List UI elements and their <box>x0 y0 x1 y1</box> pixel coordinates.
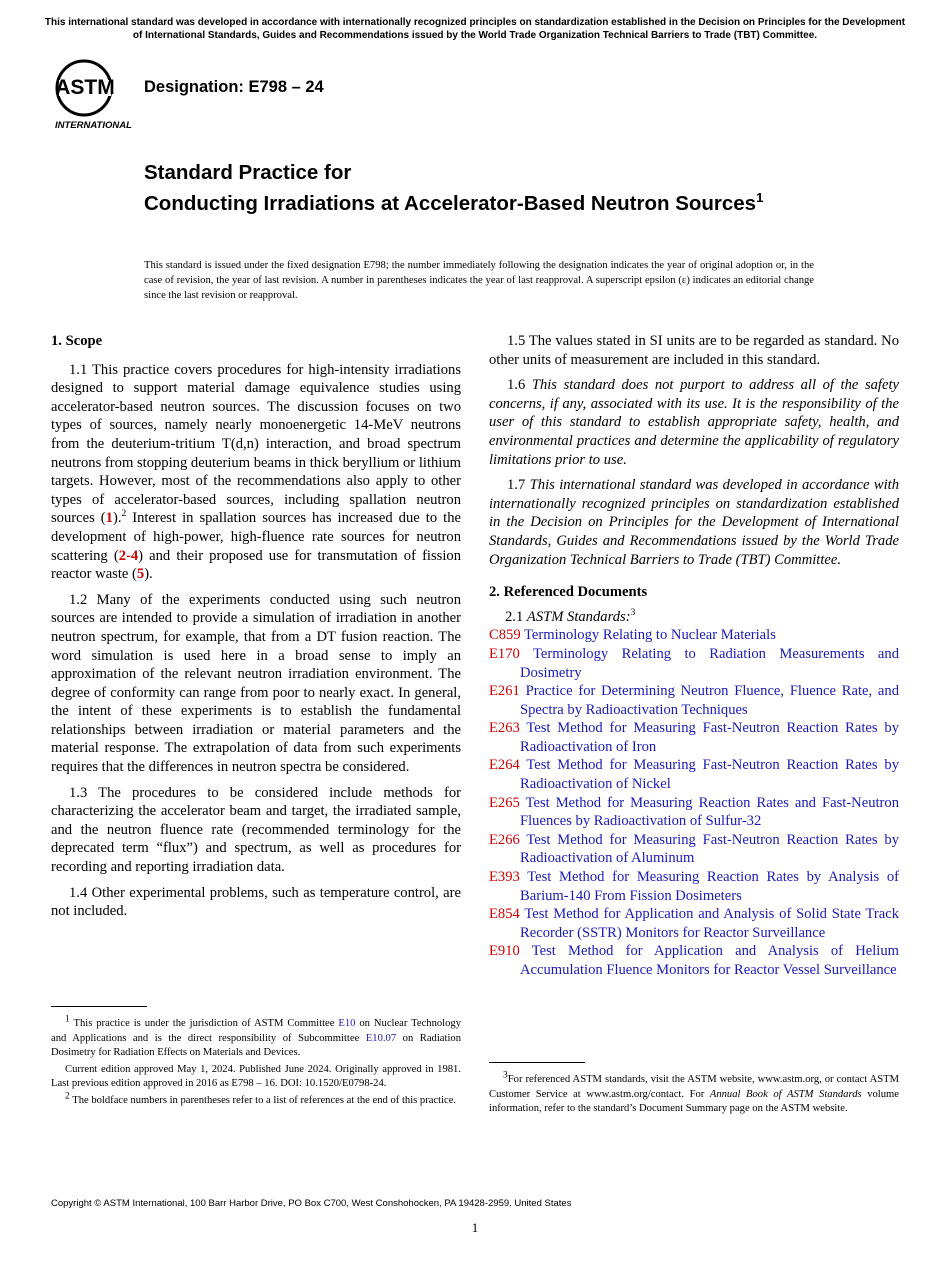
referenced-document-item[interactable] <box>489 645 899 682</box>
footnote-3: 3For referenced ASTM standards, visit the ASTM website, www.astm.org, or contact ASTM Customer Service at www.astm.org/contact. For Annual Book of ASTM Standards volume information, refer to the standard’s Document Summary page on the ASTM website. <box>489 1070 899 1114</box>
page-title <box>144 160 784 216</box>
footnote-mark: 2 <box>121 509 127 520</box>
referenced-document-item[interactable] <box>489 831 899 868</box>
document-title-link[interactable]: Test Method for Measuring Reaction Rates by Analysis of Barium-140 From Fission Dosimeters <box>520 869 899 904</box>
document-code-link[interactable]: E170 <box>489 645 520 662</box>
document-code-link[interactable]: E854 <box>489 906 520 923</box>
document-code-link[interactable]: E393 <box>489 869 520 886</box>
logo-name: INTERNATIONAL <box>55 120 132 131</box>
para-1-6: 1.6 This standard does not purport to address all of the safety concerns, if any, associated with its use. It is the responsibility of the user of this standard to establish appropriate safety, health, and environmental practices and determine the applicability of regulatory limitations prior to use. <box>489 377 899 468</box>
astm-logo <box>52 58 136 132</box>
issuance-note: This standard is issued under the fixed designation E798; the number immediately following the designation indicates the year of original adoption or, in the case of revision, the year of last revision. A number in parentheses indicates the year of last reapproval. A superscript epsilon (ε) indicates an editorial change since the last revision or reapproval. <box>144 260 814 301</box>
document-code-link[interactable]: E264 <box>489 757 520 774</box>
para-1-4: 1.4 Other experimental problems, such as temperature control, are not included. <box>51 884 461 920</box>
referenced-document-item[interactable] <box>489 905 899 942</box>
right-column <box>489 332 899 980</box>
document-title-link[interactable]: Practice for Determining Neutron Fluence, Fluence Rate, and Spectra by Radioactivation Techniques <box>520 683 899 718</box>
edition-note: Current edition approved May 1, 2024. Published June 2024. Originally approved in 1981. Last previous edition approved in 2016 as E798 – 16. DOI: 10.1520/E0798-24. <box>51 1063 461 1089</box>
document-code-link[interactable]: E263 <box>489 720 520 737</box>
wto-banner: This international standard was developed in accordance with internationally recognized principles on standardization established in the Decision on Principles for the Development of International Standards, Guides and Recommendations issued by the World Trade Organization Technical Barriers to Trade (TBT) Committee. <box>44 17 906 41</box>
designation: Designation: E798 – 24 <box>144 78 324 96</box>
document-title-link[interactable]: Test Method for Application and Analysis of Solid State Track Recorder (SSTR) Monitors for Reactor Surveillance <box>520 906 899 941</box>
document-title-link[interactable]: Test Method for Measuring Fast-Neutron Reaction Rates by Radioactivation of Aluminum <box>520 831 899 867</box>
document-code-link[interactable]: E261 <box>489 683 520 700</box>
document-title-link[interactable]: Terminology Relating to Radiation Measurements and Dosimetry <box>520 645 900 681</box>
referenced-documents-heading: 2. Referenced Documents <box>489 584 648 601</box>
referenced-document-item[interactable] <box>489 626 899 645</box>
document-title-link[interactable]: Test Method for Measuring Fast-Neutron Reaction Rates by Radioactivation of Iron <box>520 720 899 755</box>
right-footnotes <box>489 1062 899 1119</box>
footnote-1: 1 This practice is under the jurisdiction of ASTM Committee E10 on Nuclear Technology and Applications and is the direct responsibility of Subcommittee E10.07 on Radiation Dosimetry for Radiation Effects on Materials and Devices. <box>51 1014 462 1058</box>
page-number: 1 <box>471 1220 479 1235</box>
committee-link[interactable]: E10 <box>338 1018 356 1029</box>
astm-standards-subheading: 2.1 ASTM Standards:$^3$ <box>505 607 636 625</box>
referenced-document-item[interactable] <box>489 942 899 979</box>
left-column <box>51 332 461 928</box>
reference-link[interactable]: 5 <box>136 566 145 583</box>
copyright: Copyright © ASTM International, 100 Barr Harbor Drive, PO Box C700, West Conshohocken, PA 19428-2959. United States <box>51 1198 572 1209</box>
para-1-1: 1.1 This practice covers procedures for high-intensity irradiations designed to support material damage equivalence studies using accelerator-based neutron sources. The discussion focuses on two types of sources, namely nearly monoenergetic 14-MeV neutrons from the deuterium-tritium T(d,n) interaction, and broad spectrum neutrons from stopping deuterium beams in thick beryllium or lithium targets. However, most of the recommendations also apply to other types of accelerator-based sources, including spallation neutron sources (1).$^2$ Interest in spallation sources has increased due to the development of high-power, high-fluence rate sources for neutron scattering (2-4) and their proposed use for transmutation of fission reactor waste (5). <box>51 361 461 583</box>
reference-link[interactable]: 1 <box>105 510 113 527</box>
footnote-rule <box>489 1062 585 1063</box>
reference-link[interactable]: 2-4 <box>118 547 139 564</box>
document-code-link[interactable]: E266 <box>489 831 520 848</box>
scope-heading: 1. Scope <box>51 333 103 349</box>
left-footnotes <box>51 1006 461 1110</box>
title-line-1: Standard Practice for <box>144 161 352 184</box>
referenced-document-item[interactable] <box>489 794 899 831</box>
document-title-link[interactable]: Test Method for Application and Analysis of Helium Accumulation Fluence Monitors for Reactor Vessel Surveillance <box>520 943 899 978</box>
referenced-document-item[interactable] <box>489 719 899 756</box>
para-1-7: 1.7 This international standard was developed in accordance with internationally recognized principles on standardization established in the Decision on Principles for the Development of International Standards, Guides and Recommendations issued by the World Trade Organization Technical Barriers to Trade (TBT) Committee. <box>489 477 900 568</box>
para-1-5: 1.5 The values stated in SI units are to be regarded as standard. No other units of measurement are included in this standard. <box>489 333 899 368</box>
para-1-2: 1.2 Many of the experiments conducted using such neutron sources are intended to provide a simulation of irradiation in another neutron spectrum, for example, that from a DT fusion reaction. The word simulation is used here in a broad sense to imply an approximation of the relevant neutron irradiation environment. The degree of conformity can range from poor to nearly exact. In general, the intent of these experiments is to establish the fundamental relationships between irradiation or material parameters and the material response. The extrapolation of data from such experiments requires that the differences in neutron spectra be considered. <box>51 591 461 776</box>
referenced-document-item[interactable] <box>489 756 899 793</box>
footnote-rule <box>51 1006 147 1007</box>
document-title-link[interactable]: Terminology Relating to Nuclear Materials <box>524 627 776 644</box>
document-code-link[interactable]: E265 <box>489 794 520 811</box>
para-1-3: 1.3 The procedures to be considered include methods for characterizing the accelerator beam and target, the irradiated sample, and the neutron fluence rate (recommended terminology for the deprecated term “flux”) and spectrum, as well as procedures for recording and reporting irradiation data. <box>51 784 461 876</box>
subcommittee-link[interactable]: E10.07 <box>365 1032 397 1044</box>
document-title-link[interactable]: Test Method for Measuring Fast-Neutron Reaction Rates by Radioactivation of Nickel <box>520 757 899 793</box>
document-code-link[interactable]: E910 <box>489 943 520 960</box>
logo-letters: ASTM <box>55 76 115 99</box>
footnote-2: 2 The boldface numbers in parentheses refer to a list of references at the end of this practice. <box>65 1090 457 1106</box>
referenced-document-item[interactable] <box>489 868 899 905</box>
document-title-link[interactable]: Test Method for Measuring Reaction Rates and Fast-Neutron Fluences by Radioactivation of Sulfur-32 <box>520 794 899 830</box>
referenced-document-item[interactable] <box>489 682 899 719</box>
title-footnote-mark: 1 <box>756 190 764 205</box>
document-code-link[interactable]: C859 <box>489 627 521 644</box>
referenced-documents-list <box>489 626 899 979</box>
title-line-2: Conducting Irradiations at Accelerator-Based Neutron Sources$^1$ <box>144 190 764 215</box>
